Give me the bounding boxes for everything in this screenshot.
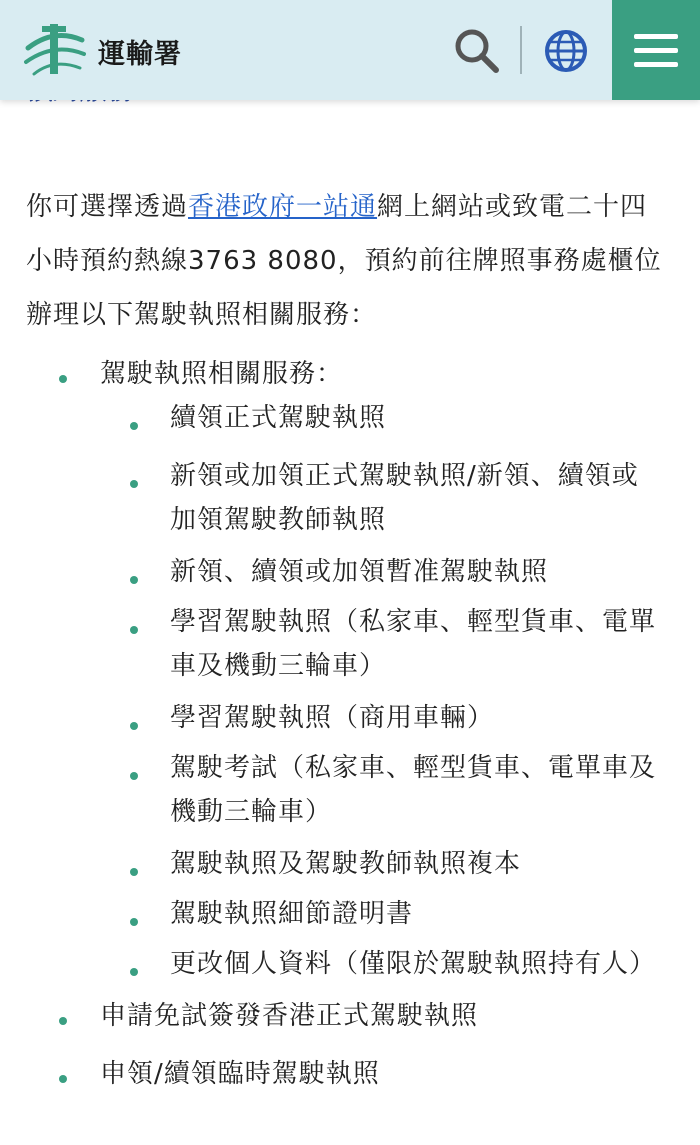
site-header	[0, 0, 700, 100]
bullet-icon	[59, 375, 67, 383]
bullet-icon	[130, 722, 138, 730]
list-item-text: 駕駛執照細節證明書	[170, 899, 414, 929]
intro-paragraph	[26, 180, 666, 342]
bullet-icon	[130, 772, 138, 780]
gov-hk-link[interactable]: 香港政府一站通	[188, 192, 378, 222]
list-item-text: 駕駛考試（私家車、輕型貨車、電單車及機動三輪車）	[170, 753, 657, 827]
list-item-text: 申請免試簽發香港正式駕駛執照	[100, 1001, 479, 1031]
intro-text-after: 網上網站或致電二十四小時預約熱線3763 8080，預約前往牌照事務處櫃位辦理以下駕駛執照相關服務：	[26, 192, 662, 330]
list-item	[0, 892, 660, 936]
list-item-text: 續領正式駕駛執照	[170, 403, 387, 433]
bullet-icon	[59, 1075, 67, 1083]
bullet-icon	[130, 576, 138, 584]
list-item-text: 更改個人資料（僅限於駕駛執照持有人）	[170, 949, 657, 979]
list-item	[0, 746, 660, 834]
list-item	[0, 396, 660, 440]
bullet-icon	[130, 918, 138, 926]
bullet-icon	[130, 480, 138, 488]
list-item	[0, 550, 660, 594]
menu-bar	[634, 48, 678, 53]
list-item-text: 駕駛執照及駕駛教師執照複本	[170, 849, 522, 879]
intro-text-before: 你可選擇透過	[26, 192, 189, 222]
bullet-icon	[130, 868, 138, 876]
list-item	[0, 942, 660, 986]
list-item	[0, 842, 660, 886]
list-item-text: 學習駕駛執照（商用車輛）	[170, 703, 495, 733]
menu-bar	[634, 62, 678, 67]
globe-icon[interactable]	[543, 28, 589, 74]
list-item	[0, 994, 700, 1038]
list-item	[0, 600, 660, 688]
bullet-icon	[130, 626, 138, 634]
list-item-text: 學習駕駛執照（私家車、輕型貨車、電單車及機動三輪車）	[170, 607, 657, 681]
list-item-text: 申領/續領臨時駕駛執照	[100, 1059, 380, 1089]
bullet-icon	[59, 1017, 67, 1025]
menu-bar	[634, 34, 678, 39]
site-name[interactable]: 運輸署	[98, 39, 182, 70]
bullet-icon	[130, 422, 138, 430]
hamburger-menu-icon[interactable]	[612, 0, 700, 100]
list-item	[0, 696, 660, 740]
list-item-text: 新領或加領正式駕駛執照/新領、續領或加領駕駛教師執照	[170, 461, 639, 535]
service-list	[0, 352, 700, 1096]
list-heading: 駕駛執照相關服務：	[100, 359, 344, 389]
list-item-text: 新領、續領或加領暫准駕駛執照	[170, 557, 549, 587]
search-icon[interactable]	[452, 26, 502, 76]
header-divider	[520, 26, 522, 74]
list-item	[0, 352, 700, 396]
td-logo-icon[interactable]	[24, 22, 86, 78]
list-item	[0, 454, 660, 542]
bullet-icon	[130, 968, 138, 976]
list-item	[0, 1052, 700, 1096]
